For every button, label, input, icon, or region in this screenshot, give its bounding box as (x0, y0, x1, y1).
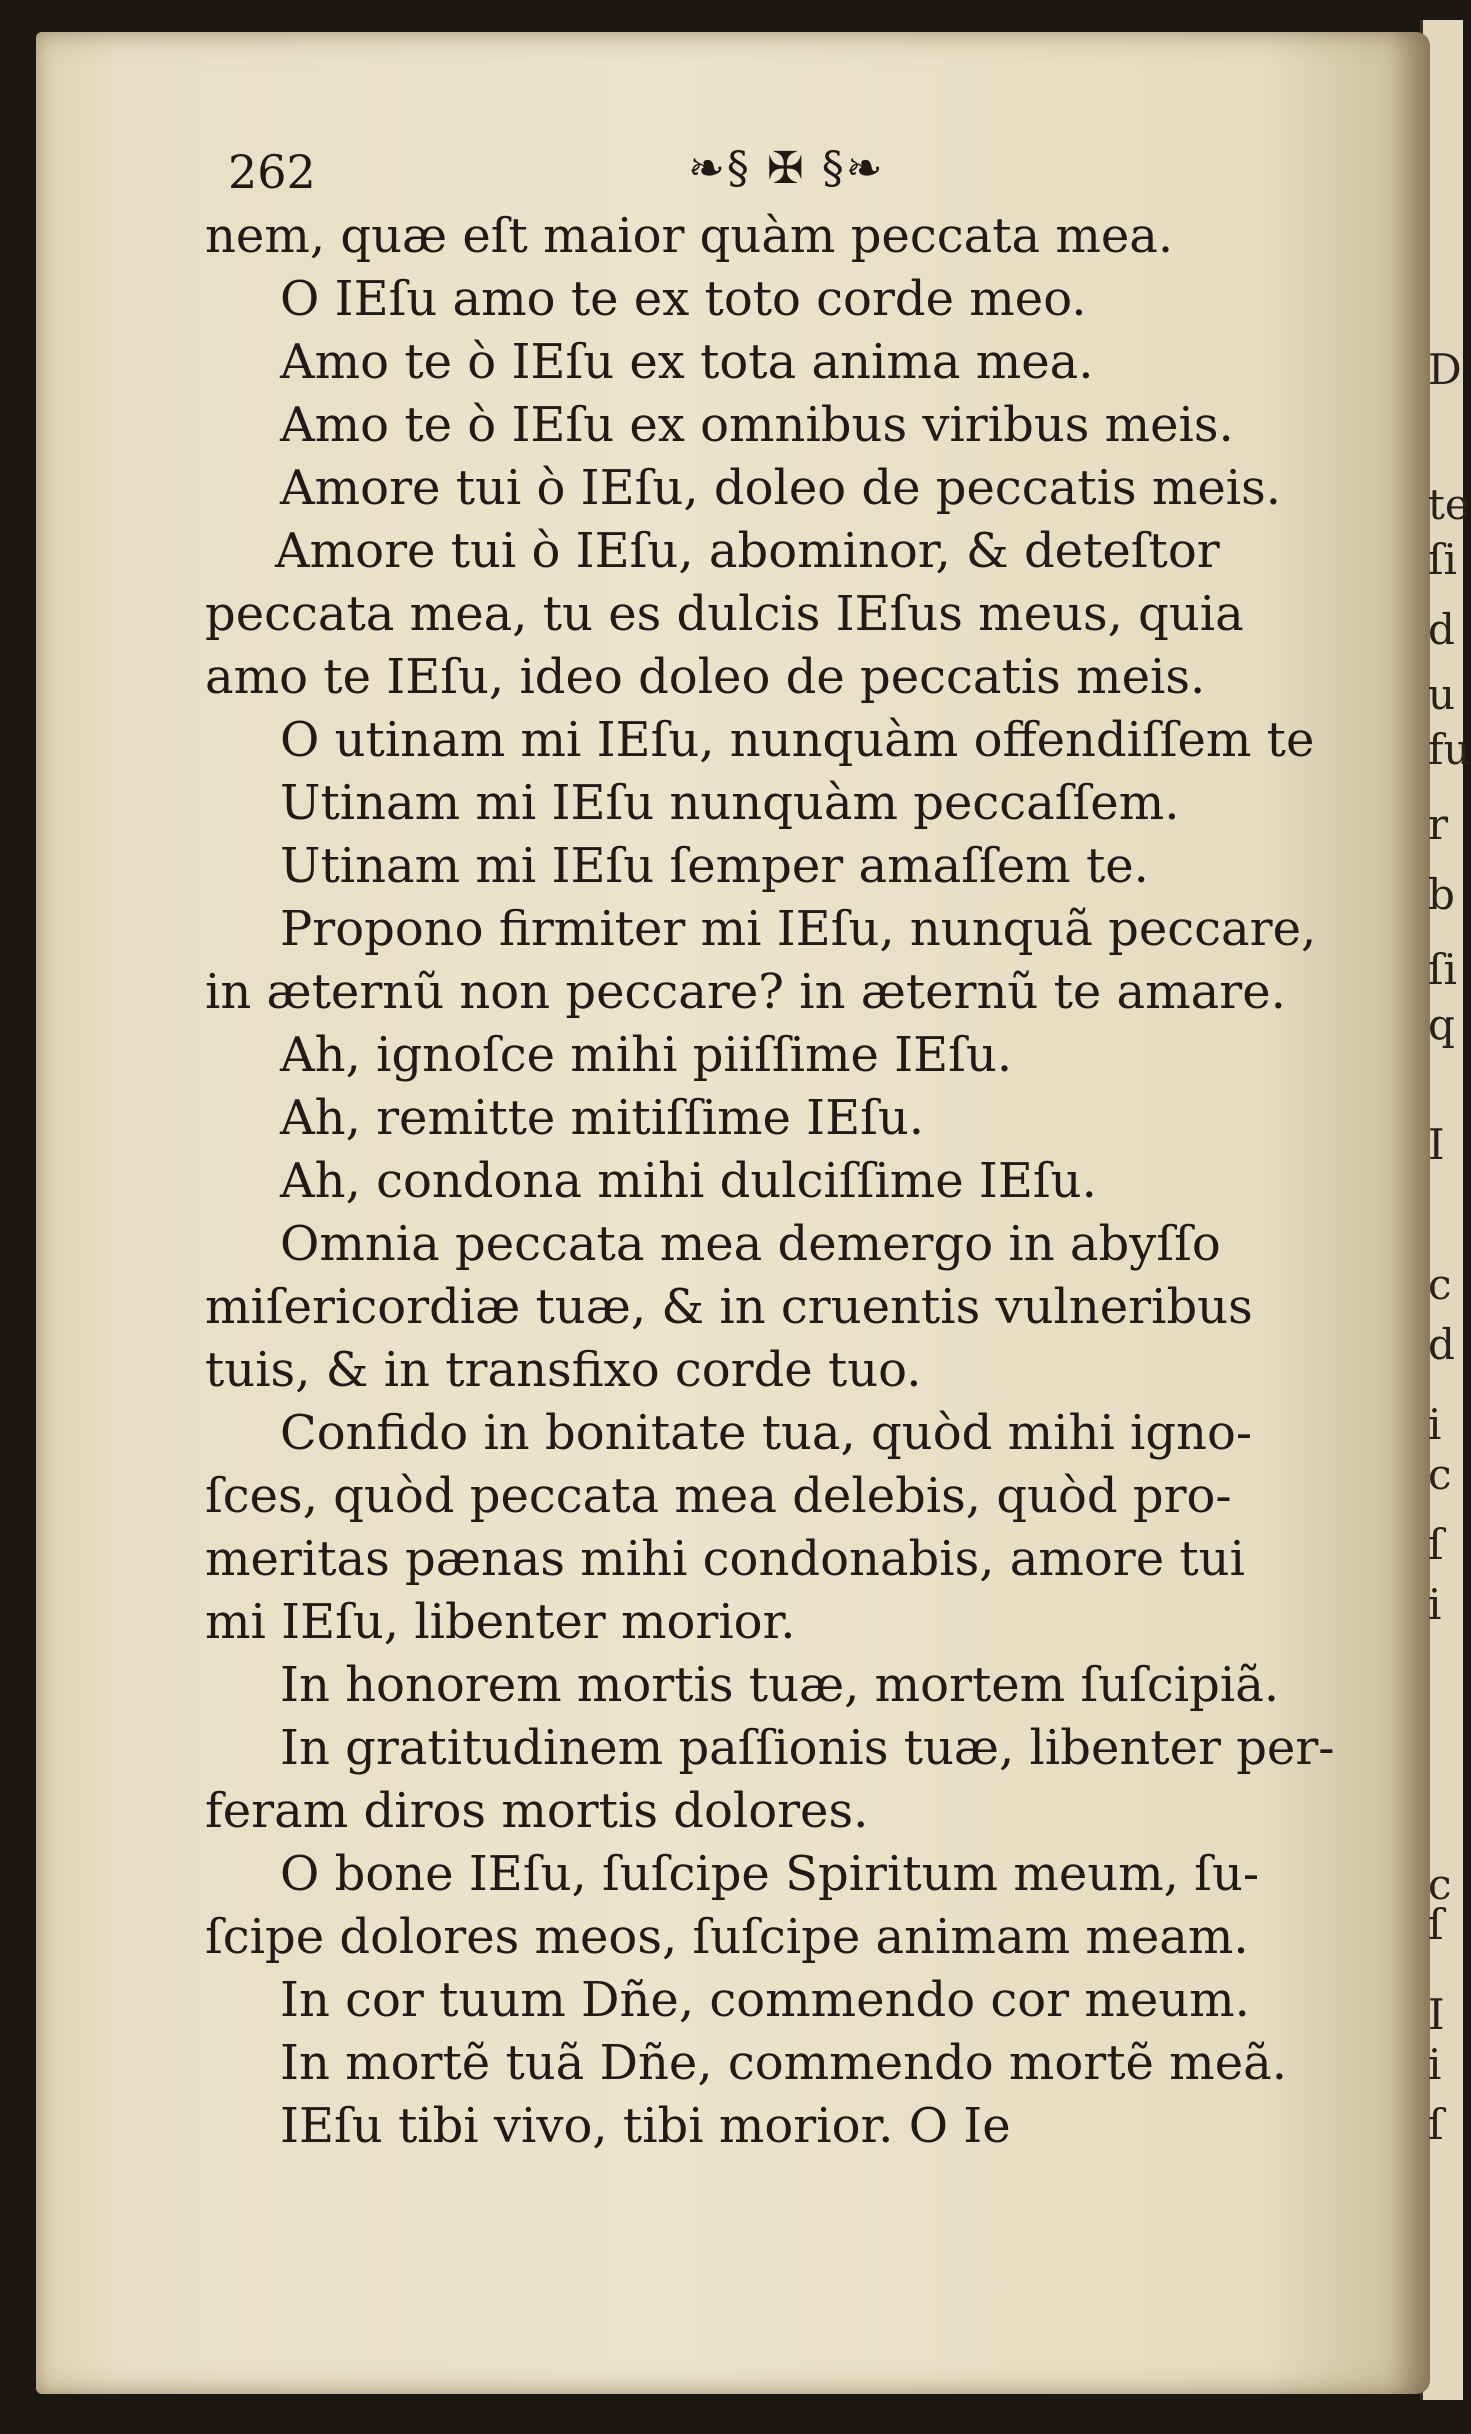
facing-page-fragment: D (1428, 345, 1462, 394)
text-line: O IEſu amo te ex toto corde meo. (280, 271, 1087, 327)
text-line: feram diros mortis dolores. (205, 1783, 869, 1839)
facing-page-fragment: i (1428, 1580, 1442, 1629)
text-line: ſcipe dolores meos, ſuſcipe animam meam. (205, 1909, 1249, 1965)
facing-page-fragment: ſi (1428, 945, 1457, 994)
text-line: Confido in bonitate tua, quòd mihi igno- (280, 1405, 1253, 1461)
text-line: IEſu tibi vivo, tibi morior. O Ie (280, 2098, 1011, 2154)
text-line: O utinam mi IEſu, nunquàm offendiſſem te (280, 712, 1315, 768)
text-line: ſces, quòd peccata mea delebis, quòd pro- (205, 1468, 1232, 1524)
text-line: Ah, condona mihi dulciſſime IEſu. (280, 1153, 1097, 1209)
text-line: peccata mea, tu es dulcis IEſus meus, quia (205, 586, 1244, 642)
text-line: Omnia peccata mea demergo in abyſſo (280, 1216, 1221, 1272)
prayer-text (205, 205, 1415, 2158)
text-line: In honorem mortis tuæ, mortem ſuſcipiã. (280, 1657, 1280, 1713)
facing-page-fragment: i (1428, 1400, 1442, 1449)
text-line: Ah, remitte mitiſſime IEſu. (280, 1090, 925, 1146)
text-line: In mortẽ tuã Dñe, commendo mortẽ meã. (280, 2035, 1287, 2091)
facing-page-fragment: d (1428, 605, 1455, 654)
text-line: mi IEſu, libenter morior. (205, 1594, 796, 1650)
text-line: O bone IEſu, ſuſcipe Spiritum meum, ſu- (280, 1846, 1260, 1902)
text-line: tuis, & in transfixo corde tuo. (205, 1342, 922, 1398)
text-line: Ah, ignoſce mihi piiſſime IEſu. (280, 1027, 1013, 1083)
text-line: miſericordiæ tuæ, & in cruentis vulneribus (205, 1279, 1253, 1335)
facing-page-fragment: q (1428, 1000, 1455, 1049)
facing-page-fragment: c (1428, 1450, 1452, 1499)
page-number: 262 (228, 145, 316, 199)
text-line: In cor tuum Dñe, commendo cor meum. (280, 1972, 1250, 2028)
text-line: Utinam mi IEſu ſemper amaſſem te. (280, 838, 1149, 894)
text-line: meritas pænas mihi condonabis, amore tui (205, 1531, 1245, 1587)
text-line: nem, quæ eſt maior quàm peccata mea. (205, 208, 1174, 264)
facing-page-fragment: ſ (1428, 1520, 1444, 1569)
text-line: Amore tui ò IEſu, doleo de peccatis meis. (280, 460, 1281, 516)
facing-page-fragment: r (1428, 800, 1449, 849)
facing-page-fragment: d (1428, 1320, 1455, 1369)
facing-page-fragment: ſi (1428, 535, 1457, 584)
facing-page-fragment: u (1428, 670, 1456, 719)
text-line: in æternũ non peccare? in æternũ te amare. (205, 964, 1286, 1020)
facing-page-fragment: fu (1428, 725, 1471, 774)
text-line: Propono firmiter mi IEſu, nunquã peccare, (280, 901, 1317, 957)
text-line: amo te IEſu, ideo doleo de peccatis meis. (205, 649, 1206, 705)
text-line: Amore tui ò IEſu, abominor, & deteſtor (275, 523, 1220, 579)
header-ornament: ❧§ ✠ §❧ (688, 143, 885, 194)
facing-page-fragment: c (1428, 1260, 1452, 1309)
facing-page-fragment: ſ (1428, 1900, 1444, 1949)
facing-page-fragment: b (1428, 870, 1455, 919)
facing-page-fragment: I (1428, 1990, 1445, 2039)
facing-page-fragment: c (1428, 1860, 1452, 1909)
facing-page-fragment: ſ (1428, 2100, 1444, 2149)
text-line: In gratitudinem paſſionis tuæ, libenter per- (280, 1720, 1335, 1776)
text-line: Amo te ò IEſu ex tota anima mea. (280, 334, 1094, 390)
text-line: Amo te ò IEſu ex omnibus viribus meis. (280, 397, 1234, 453)
facing-page-fragment: i (1428, 2040, 1442, 2089)
facing-page-fragment: te (1428, 480, 1470, 529)
facing-page-fragment: I (1428, 1120, 1445, 1169)
text-line: Utinam mi IEſu nunquàm peccaſſem. (280, 775, 1180, 831)
